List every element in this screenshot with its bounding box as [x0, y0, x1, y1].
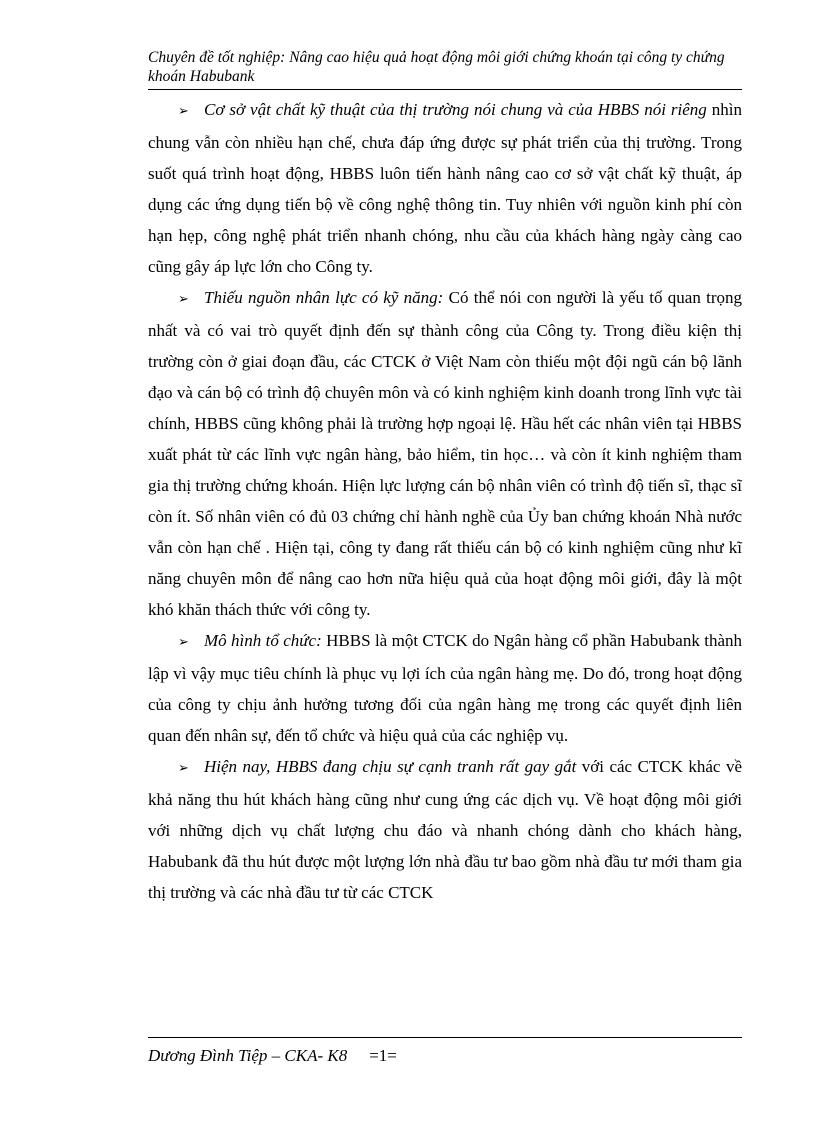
body-text	[148, 94, 742, 908]
paragraph-body: nhìn chung vẫn còn nhiều hạn chế, chưa đáp ứng được sự phát triển của thị trường. Trong suốt quá trình hoạt động, HBBS luôn tiến hành nâng cao cơ sở vật chất kỹ thuật, áp dụng các ứng dụng tiến bộ về công nghệ thông tin. Tuy nhiên với nguồn kinh phí còn hạn hẹp, công nghệ phát triển nhanh chóng, nhu cầu của khách hàng ngày càng cao cũng gây áp lực lớn cho Công ty.	[148, 100, 742, 276]
paragraph-body: HBBS là một CTCK do Ngân hàng cổ phần Habubank thành lập vì vậy mục tiêu chính là phục vụ lợi ích của ngân hàng mẹ. Do đó, trong hoạt động của công ty chịu ảnh hưởng tương đối của ngân hàng mẹ trong các quyết định liên quan đến nhân sự, đến tổ chức và hiệu quả của các nghiệp vụ.	[148, 631, 743, 745]
paragraph-lead: Mô hình tổ chức:	[204, 631, 322, 650]
arrow-bullet-icon: ➢	[178, 635, 189, 650]
footer-divider	[148, 1037, 742, 1038]
paragraph-lead: Thiếu nguồn nhân lực có kỹ năng:	[204, 288, 444, 307]
arrow-bullet-icon: ➢	[178, 104, 189, 119]
arrow-bullet-icon: ➢	[178, 761, 189, 776]
paragraph-body: Có thể nói con người là yếu tố quan trọng nhất và có vai trò quyết định đến sự thành công của Công ty. Trong điều kiện thị trường còn ở giai đoạn đầu, các CTCK ở Việt Nam còn thiếu một đội ngũ cán bộ lãnh đạo và cán bộ có trình độ chuyên môn và có kinh nghiệm kinh doanh trong lĩnh vực tài chính, HBBS cũng không phải là trường hợp ngoại lệ. Hầu hết các nhân viên tại HBBS xuất phát từ các lĩnh vực ngân hàng, bảo hiểm, tin học… và còn ít kinh nghiệm tham gia thị trường chứng khoán. Hiện lực lượng cán bộ nhân viên có trình độ tiến sĩ, thạc sĩ còn ít. Số nhân viên có đủ 03 chứng chỉ hành nghề của Ủy ban chứng khoán Nhà nước vẫn còn hạn chế . Hiện tại, công ty đang rất thiếu cán bộ có kinh nghiệm cũng như kĩ năng chuyên môn để nâng cao hơn nữa hiệu quả của hoạt động môi giới, đây là một khó khăn thách thức với công ty.	[148, 288, 742, 619]
paragraph-body: với các CTCK khác về khả năng thu hút khách hàng cũng như cung ứng các dịch vụ. Về hoạt động môi giới với những dịch vụ chất lượng chu đáo và nhanh chóng dành cho khách hàng, Habubank đã thu hút được một lượng lớn nhà đầu tư bao gồm nhà đầu tư mới tham gia thị trường và các nhà đầu tư từ các CTCK	[148, 757, 742, 902]
page-number: =1=	[369, 1046, 397, 1065]
paragraph-lead: Hiện nay, HBBS đang chịu sự cạnh tranh rất gay gắt	[204, 757, 577, 776]
arrow-bullet-icon: ➢	[178, 292, 189, 307]
paragraph-organization-model	[148, 625, 742, 751]
paragraph-infrastructure	[148, 94, 742, 282]
header-divider	[148, 89, 742, 90]
running-footer	[148, 1045, 742, 1067]
running-header: Chuyên đề tốt nghiệp: Nâng cao hiệu quả hoạt động môi giới chứng khoán tại công ty chứng khoán Habubank	[148, 49, 725, 85]
paragraph-competition	[148, 751, 742, 908]
footer-author: Dương Đình Tiệp – CKA- K8	[148, 1046, 348, 1065]
paragraph-human-resources	[148, 282, 742, 625]
paragraph-lead: Cơ sở vật chất kỹ thuật của thị trường nói chung và của HBBS nói riêng	[204, 100, 707, 119]
